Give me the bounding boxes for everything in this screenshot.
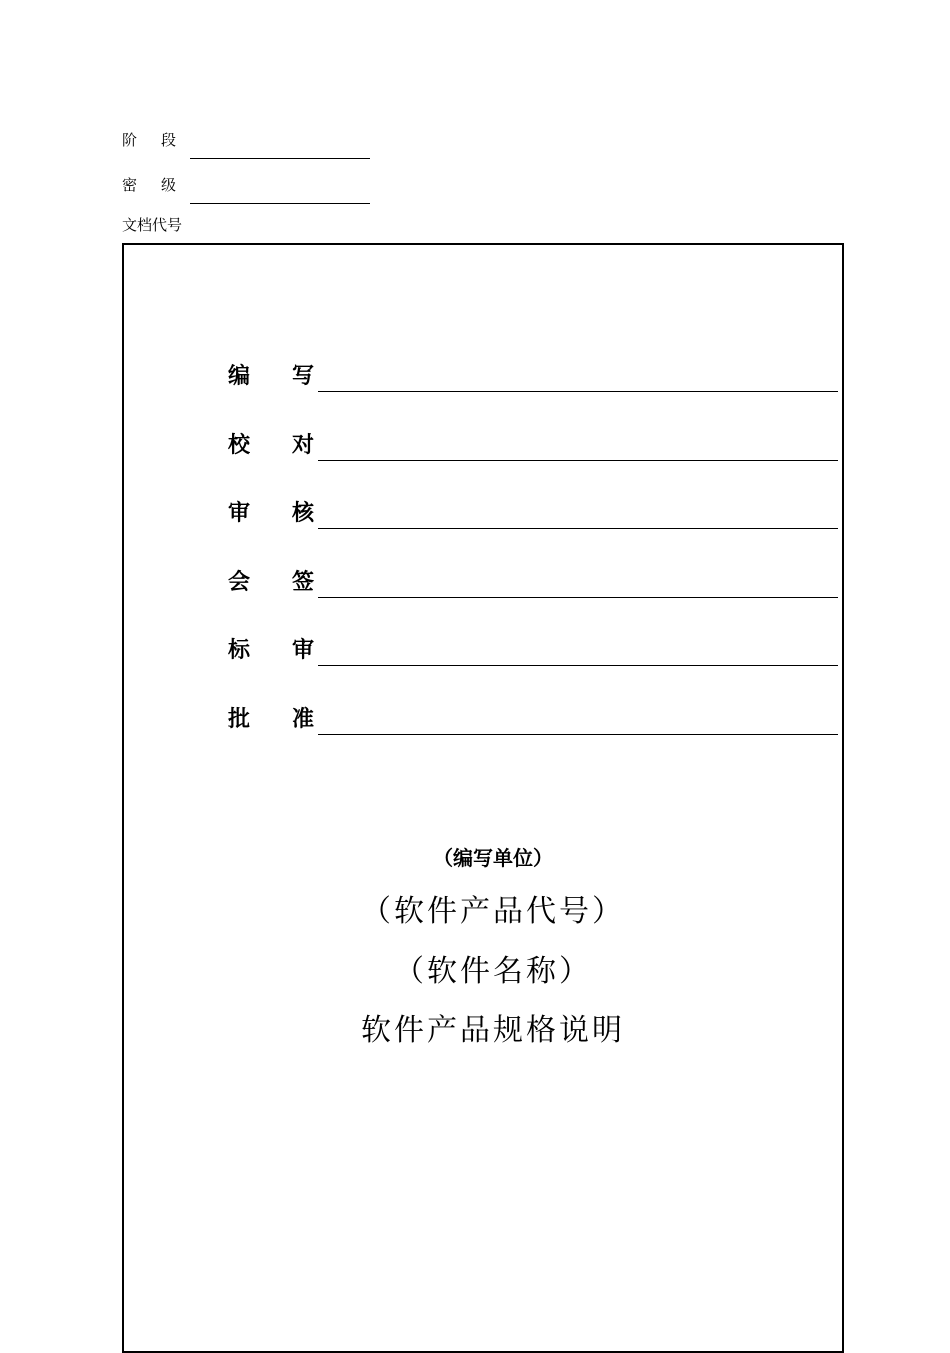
signature-label: 编 写	[228, 364, 315, 389]
doc-code-label: 文档代号	[122, 216, 183, 234]
signature-label: 标 审	[228, 638, 315, 663]
signature-label: 校 对	[228, 433, 315, 458]
software-name-text: （软件名称）	[394, 954, 592, 989]
stage-label: 阶 段	[122, 131, 177, 149]
secret-level-field	[122, 176, 188, 194]
signature-row-approve	[228, 705, 838, 735]
document-title: 软件产品规格说明	[361, 1013, 625, 1048]
signature-label: 审 核	[228, 501, 315, 526]
stage-field	[122, 131, 188, 149]
signature-row-standard-review	[228, 636, 838, 666]
doc-code-field	[122, 216, 182, 234]
signature-line[interactable]	[318, 734, 838, 735]
signature-row-review	[228, 499, 838, 529]
signature-line[interactable]	[318, 391, 838, 392]
signature-line[interactable]	[318, 528, 838, 529]
signature-row-countersign	[228, 568, 838, 598]
signature-row-proofread	[228, 431, 838, 461]
stage-input-line[interactable]	[190, 158, 370, 159]
organization-text: （编写单位）	[433, 846, 553, 870]
secret-level-input-line[interactable]	[190, 203, 370, 204]
product-code-text: （软件产品代号）	[361, 894, 625, 929]
signature-line[interactable]	[318, 665, 838, 666]
signature-label: 会 签	[228, 570, 315, 595]
signature-line[interactable]	[318, 597, 838, 598]
signature-row-writer	[228, 362, 838, 392]
secret-level-label: 密 级	[122, 176, 177, 194]
signature-label: 批 准	[228, 707, 315, 732]
signature-line[interactable]	[318, 460, 838, 461]
cover-frame	[122, 243, 844, 1353]
